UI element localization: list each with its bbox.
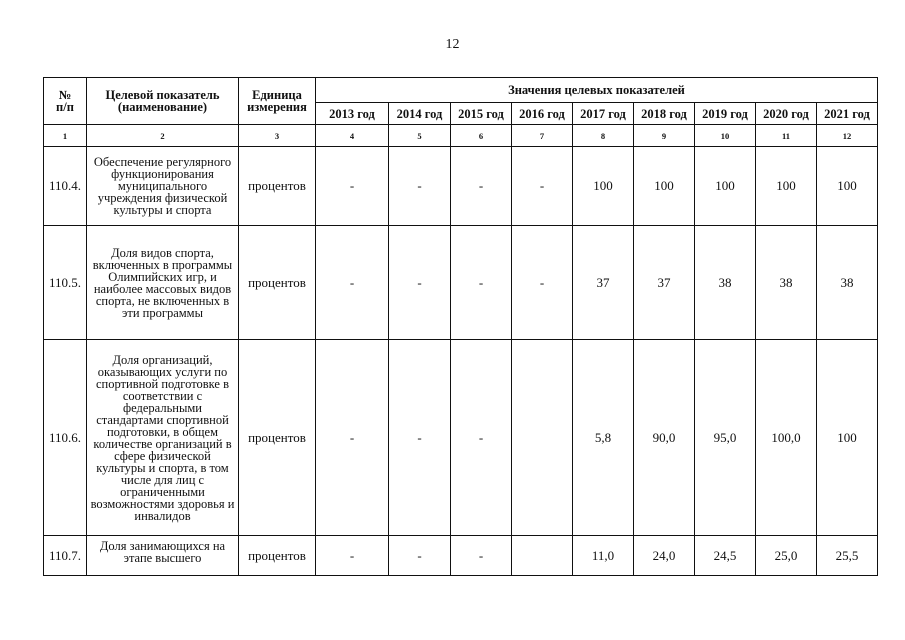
value-cell: 100 <box>756 147 817 226</box>
page-number: 12 <box>445 37 460 52</box>
value-cell: 25,0 <box>756 536 817 576</box>
value-cell: - <box>316 147 389 226</box>
value-cell: - <box>316 226 389 340</box>
value-cell: - <box>451 536 512 576</box>
year-header: 2021 год <box>817 103 878 125</box>
year-header: 2013 год <box>316 103 389 125</box>
header-indicator <box>87 78 239 125</box>
value-cell: 100,0 <box>756 340 817 536</box>
value-cell: 5,8 <box>573 340 634 536</box>
value-cell: - <box>451 147 512 226</box>
header-values-label: Значения целевых показателей <box>508 83 685 97</box>
row-code: 110.5. <box>44 226 87 340</box>
row-unit: процентов <box>239 340 316 536</box>
column-number: 11 <box>756 125 817 147</box>
header-number-label: № п/п <box>56 88 74 114</box>
value-cell: - <box>512 226 573 340</box>
row-code: 110.6. <box>44 340 87 536</box>
row-code: 110.7. <box>44 536 87 576</box>
row-code: 110.4. <box>44 147 87 226</box>
value-cell: 38 <box>756 226 817 340</box>
value-cell: - <box>389 536 451 576</box>
value-cell: 11,0 <box>573 536 634 576</box>
row-indicator-name: Доля организаций, оказывающих услуги по спортивной подготовке в соответствии с федеральными стандартами спортивной подготовки, в общем количестве организаций в сфере физической культуры и спорта, в том числе для лиц с ограниченными возможностями здоровья и инвалидов <box>87 340 239 536</box>
value-cell: 100 <box>695 147 756 226</box>
value-cell: - <box>389 340 451 536</box>
value-cell: - <box>512 147 573 226</box>
column-number: 7 <box>512 125 573 147</box>
column-numbers-row <box>44 125 878 147</box>
header-unit-label: Единица измерения <box>247 88 307 114</box>
value-cell: 25,5 <box>817 536 878 576</box>
column-number: 1 <box>44 125 87 147</box>
year-header: 2015 год <box>451 103 512 125</box>
column-number: 9 <box>634 125 695 147</box>
column-number: 3 <box>239 125 316 147</box>
year-header: 2018 год <box>634 103 695 125</box>
header-number <box>44 78 87 125</box>
target-indicators-table <box>43 77 878 576</box>
column-number: 6 <box>451 125 512 147</box>
value-cell: 95,0 <box>695 340 756 536</box>
value-cell: - <box>389 226 451 340</box>
column-number: 5 <box>389 125 451 147</box>
value-cell: 37 <box>634 226 695 340</box>
table-row <box>44 226 878 340</box>
column-number: 8 <box>573 125 634 147</box>
value-cell <box>512 536 573 576</box>
value-cell: - <box>451 226 512 340</box>
value-cell: 38 <box>695 226 756 340</box>
table-row <box>44 340 878 536</box>
year-header: 2019 год <box>695 103 756 125</box>
row-indicator-name: Обеспечение регулярного функционирования муниципального учреждения физической культуры и спорта <box>87 147 239 226</box>
table-row <box>44 536 878 576</box>
header-values <box>316 78 878 103</box>
year-header: 2014 год <box>389 103 451 125</box>
value-cell <box>512 340 573 536</box>
column-number: 4 <box>316 125 389 147</box>
column-number: 2 <box>87 125 239 147</box>
value-cell: 100 <box>634 147 695 226</box>
value-cell: 90,0 <box>634 340 695 536</box>
value-cell: 38 <box>817 226 878 340</box>
row-indicator-name: Доля видов спорта, включенных в программы Олимпийских игр, и наиболее массовых видов спорта, не включенных в эти программы <box>87 226 239 340</box>
row-indicator-name: Доля занимающихся на этапе высшего <box>87 536 239 576</box>
value-cell: 24,5 <box>695 536 756 576</box>
table-row <box>44 147 878 226</box>
value-cell: 100 <box>817 340 878 536</box>
value-cell: - <box>316 340 389 536</box>
value-cell: - <box>316 536 389 576</box>
column-number: 10 <box>695 125 756 147</box>
year-header: 2020 год <box>756 103 817 125</box>
year-header: 2017 год <box>573 103 634 125</box>
value-cell: 100 <box>573 147 634 226</box>
value-cell: 24,0 <box>634 536 695 576</box>
header-row <box>44 78 878 103</box>
row-unit: процентов <box>239 226 316 340</box>
year-header: 2016 год <box>512 103 573 125</box>
header-indicator-label: Целевой показатель (наименование) <box>105 88 220 114</box>
value-cell: - <box>451 340 512 536</box>
header-unit <box>239 78 316 125</box>
value-cell: 100 <box>817 147 878 226</box>
value-cell: 37 <box>573 226 634 340</box>
row-unit: процентов <box>239 536 316 576</box>
row-unit: процентов <box>239 147 316 226</box>
value-cell: - <box>389 147 451 226</box>
column-number: 12 <box>817 125 878 147</box>
